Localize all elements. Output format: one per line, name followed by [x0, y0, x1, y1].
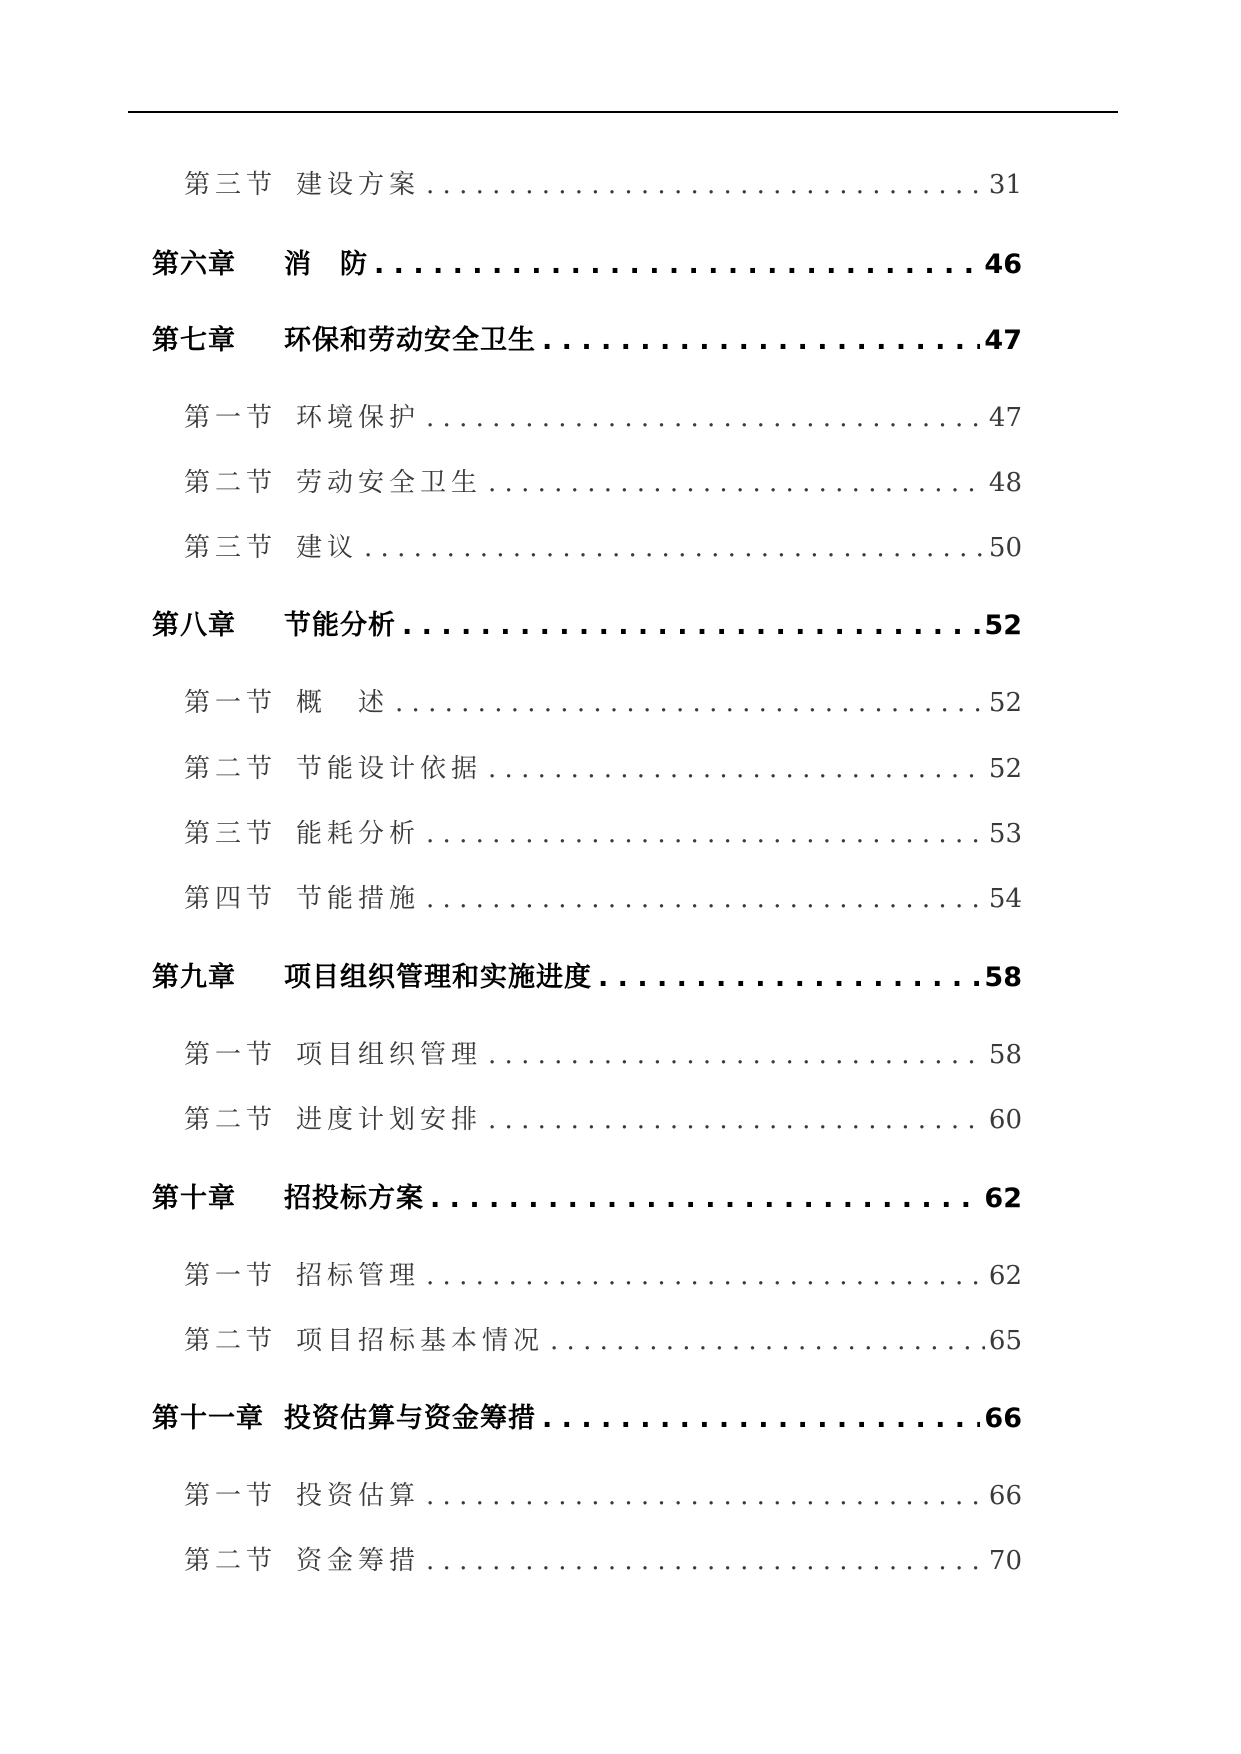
toc-entry-number: 第二节 [184, 468, 278, 498]
toc-entry-number: 第三节 [184, 819, 278, 849]
toc-dot-leader [426, 884, 985, 914]
toc-entry-title: 项目招标基本情况 [296, 1326, 545, 1356]
toc-entry-number: 第二节 [184, 754, 278, 784]
toc-dot-leader [488, 468, 985, 498]
toc-entry-title: 进度计划安排 [296, 1105, 483, 1135]
toc-entry-section[interactable] [184, 1320, 1022, 1357]
toc-entry-number: 第二节 [184, 1105, 278, 1135]
toc-entry-page: 52 [988, 754, 1022, 784]
toc-dot-leader [550, 1326, 985, 1356]
header-rule [128, 111, 1118, 113]
toc-entry-page: 70 [988, 1546, 1022, 1576]
toc-dot-leader [426, 1546, 985, 1576]
toc-entry-page: 58 [984, 962, 1022, 993]
toc-dot-leader [426, 403, 985, 433]
toc-entry-section[interactable] [184, 1034, 1022, 1071]
toc-entry-page: 47 [984, 325, 1022, 356]
toc-entry-number: 第一节 [184, 403, 278, 433]
toc-entry-page: 52 [984, 610, 1022, 641]
toc-entry-title: 投资估算 [296, 1481, 421, 1511]
toc-entry-page: 58 [988, 1040, 1022, 1070]
toc-entry-page: 54 [988, 884, 1022, 914]
toc-entry-page: 62 [984, 1183, 1022, 1214]
toc-entry-section[interactable] [184, 397, 1022, 434]
toc-dot-leader [542, 325, 980, 356]
toc-entry-number: 第三节 [184, 170, 278, 200]
toc-entry-page: 52 [988, 688, 1022, 718]
toc-entry-page: 65 [988, 1326, 1022, 1356]
toc-entry-title: 节能措施 [296, 884, 421, 914]
toc-entry-page: 62 [988, 1261, 1022, 1291]
toc-entry-section[interactable] [184, 682, 1022, 719]
toc-entry-title: 节能设计依据 [296, 754, 483, 784]
toc-entry-section[interactable] [184, 164, 1022, 201]
toc-entry-title: 劳动安全卫生 [296, 468, 483, 498]
toc-entry-number: 第二节 [184, 1546, 278, 1576]
toc-entry-chapter[interactable] [152, 242, 1022, 281]
toc-entry-page: 66 [984, 1403, 1022, 1434]
toc-entry-chapter[interactable] [152, 603, 1022, 642]
toc-dot-leader [402, 610, 980, 641]
toc-dot-leader [542, 1403, 980, 1434]
toc-entry-number: 第一节 [184, 1261, 278, 1291]
toc-entry-title: 概 述 [296, 688, 390, 718]
toc-dot-leader [430, 1183, 980, 1214]
toc-entry-number: 第一节 [184, 688, 278, 718]
toc-dot-leader [488, 1040, 985, 1070]
toc-entry-title: 招投标方案 [284, 1183, 424, 1214]
toc-entry-page: 46 [984, 249, 1022, 280]
toc-dot-leader [374, 249, 980, 280]
toc-entry-title: 项目组织管理 [296, 1040, 483, 1070]
toc-dot-leader [395, 688, 985, 718]
toc-entry-section[interactable] [184, 878, 1022, 915]
toc-dot-leader [488, 754, 985, 784]
toc-entry-chapter[interactable] [152, 1176, 1022, 1215]
toc-entry-number: 第八章 [152, 610, 236, 641]
toc-entry-title: 环境保护 [296, 403, 421, 433]
toc-entry-section[interactable] [184, 1099, 1022, 1136]
toc-entry-chapter[interactable] [152, 955, 1022, 994]
toc-entry-number: 第十一章 [152, 1403, 264, 1434]
toc-dot-leader [426, 819, 985, 849]
toc-entry-title: 建议 [296, 533, 359, 563]
toc-entry-page: 53 [988, 819, 1022, 849]
toc-entry-title: 能耗分析 [296, 819, 421, 849]
toc-entry-title: 建设方案 [296, 170, 421, 200]
toc-entry-page: 60 [988, 1105, 1022, 1135]
toc-dot-leader [426, 170, 985, 200]
toc-dot-leader [364, 533, 985, 563]
toc-entry-number: 第六章 [152, 249, 236, 280]
toc-entry-section[interactable] [184, 527, 1022, 564]
toc-entry-title: 环保和劳动安全卫生 [284, 325, 536, 356]
toc-entry-section[interactable] [184, 1475, 1022, 1512]
toc-entry-title: 项目组织管理和实施进度 [284, 962, 592, 993]
toc-entry-section[interactable] [184, 813, 1022, 850]
toc-entry-chapter[interactable] [152, 1396, 1022, 1435]
toc-entry-section[interactable] [184, 462, 1022, 499]
toc-entry-number: 第九章 [152, 962, 236, 993]
toc-entry-number: 第四节 [184, 884, 278, 914]
toc-entry-number: 第一节 [184, 1040, 278, 1070]
toc-entry-title: 资金筹措 [296, 1546, 421, 1576]
toc-entry-title: 招标管理 [296, 1261, 421, 1291]
toc-entry-chapter[interactable] [152, 318, 1022, 357]
toc-entry-section[interactable] [184, 1540, 1022, 1577]
toc-entry-section[interactable] [184, 1255, 1022, 1292]
toc-entry-number: 第二节 [184, 1326, 278, 1356]
toc-entry-page: 31 [988, 170, 1022, 200]
toc-entry-page: 48 [988, 468, 1022, 498]
toc-entry-title: 投资估算与资金筹措 [284, 1403, 536, 1434]
toc-entry-section[interactable] [184, 748, 1022, 785]
toc-dot-leader [426, 1481, 985, 1511]
toc-entry-number: 第十章 [152, 1183, 236, 1214]
toc-entry-page: 47 [988, 403, 1022, 433]
toc-dot-leader [426, 1261, 985, 1291]
toc-dot-leader [488, 1105, 985, 1135]
toc-entry-page: 50 [988, 533, 1022, 563]
toc-entry-title: 消 防 [284, 249, 368, 280]
toc-entry-number: 第七章 [152, 325, 236, 356]
toc-dot-leader [598, 962, 980, 993]
toc-entry-page: 66 [988, 1481, 1022, 1511]
toc-entry-number: 第一节 [184, 1481, 278, 1511]
toc-entry-title: 节能分析 [284, 610, 396, 641]
toc-entry-number: 第三节 [184, 533, 278, 563]
